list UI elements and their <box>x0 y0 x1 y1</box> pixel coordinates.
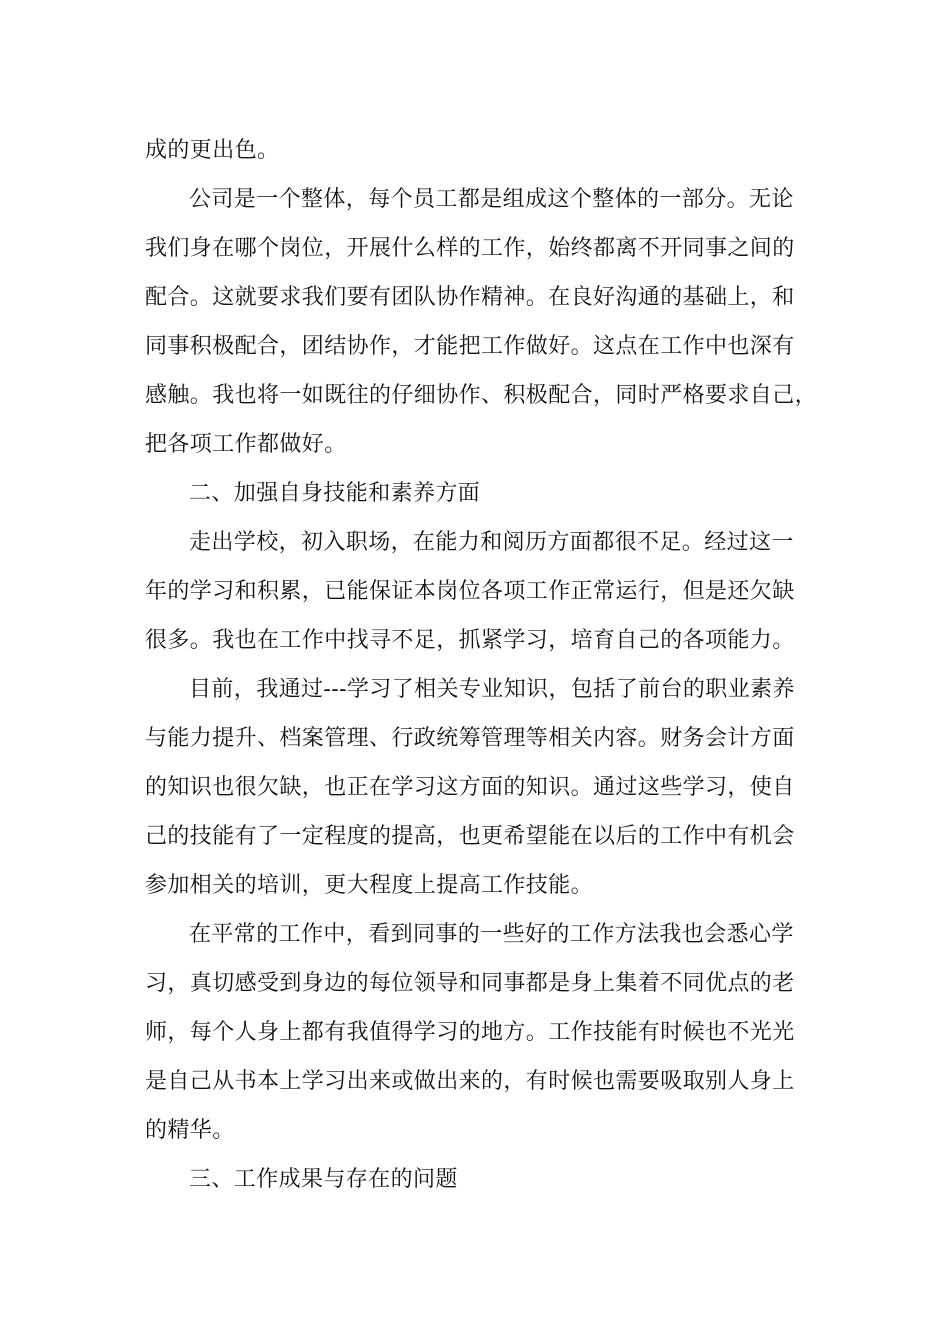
text-line: 的精华。 <box>145 1118 235 1143</box>
text-line: 我们身在哪个岗位，开展什么样的工作，始终都离不开同事之间的 <box>145 236 795 261</box>
text-line: 同事积极配合，团结协作，才能把工作做好。这点在工作中也深有 <box>145 334 795 359</box>
paragraph-start-line: 在平常的工作中，看到同事的一些好的工作方法我也会悉心学 <box>189 922 794 947</box>
text-line: 配合。这就要求我们要有团队协作精神。在良好沟通的基础上，和 <box>145 285 795 310</box>
text-line: 成的更出色。 <box>145 138 280 163</box>
text-line: 年的学习和积累，已能保证本岗位各项工作正常运行，但是还欠缺 <box>145 579 795 604</box>
text-line: 己的技能有了一定程度的提高，也更希望能在以后的工作中有机会 <box>145 824 795 849</box>
text-line: 是自己从书本上学习出来或做出来的，有时候也需要吸取别人身上 <box>145 1069 795 1094</box>
paragraph-start-line: 目前，我通过---学习了相关专业知识，包括了前台的职业素养 <box>189 677 795 702</box>
text-line: 很多。我也在工作中找寻不足，抓紧学习，培育自己的各项能力。 <box>145 628 795 653</box>
text-line: 参加相关的培训，更大程度上提高工作技能。 <box>145 873 594 898</box>
section-heading: 三、工作成果与存在的问题 <box>189 1167 458 1192</box>
text-line: 把各项工作都做好。 <box>145 432 347 457</box>
text-line: 师，每个人身上都有我值得学习的地方。工作技能有时候也不光光 <box>145 1020 795 1045</box>
section-heading: 二、加强自身技能和素养方面 <box>189 481 481 506</box>
text-line: 与能力提升、档案管理、行政统筹管理等相关内容。财务会计方面 <box>145 726 795 751</box>
paragraph-start-line: 走出学校，初入职场，在能力和阅历方面都很不足。经过这一 <box>189 530 794 555</box>
text-line: 习，真切感受到身边的每位领导和同事都是身上集着不同优点的老 <box>145 971 795 996</box>
text-line: 感触。我也将一如既往的仔细协作、积极配合，同时严格要求自己， <box>145 383 818 408</box>
paragraph-start-line: 公司是一个整体，每个员工都是组成这个整体的一部分。无论 <box>189 187 794 212</box>
text-line: 的知识也很欠缺，也正在学习这方面的知识。通过这些学习，使自 <box>145 775 795 800</box>
